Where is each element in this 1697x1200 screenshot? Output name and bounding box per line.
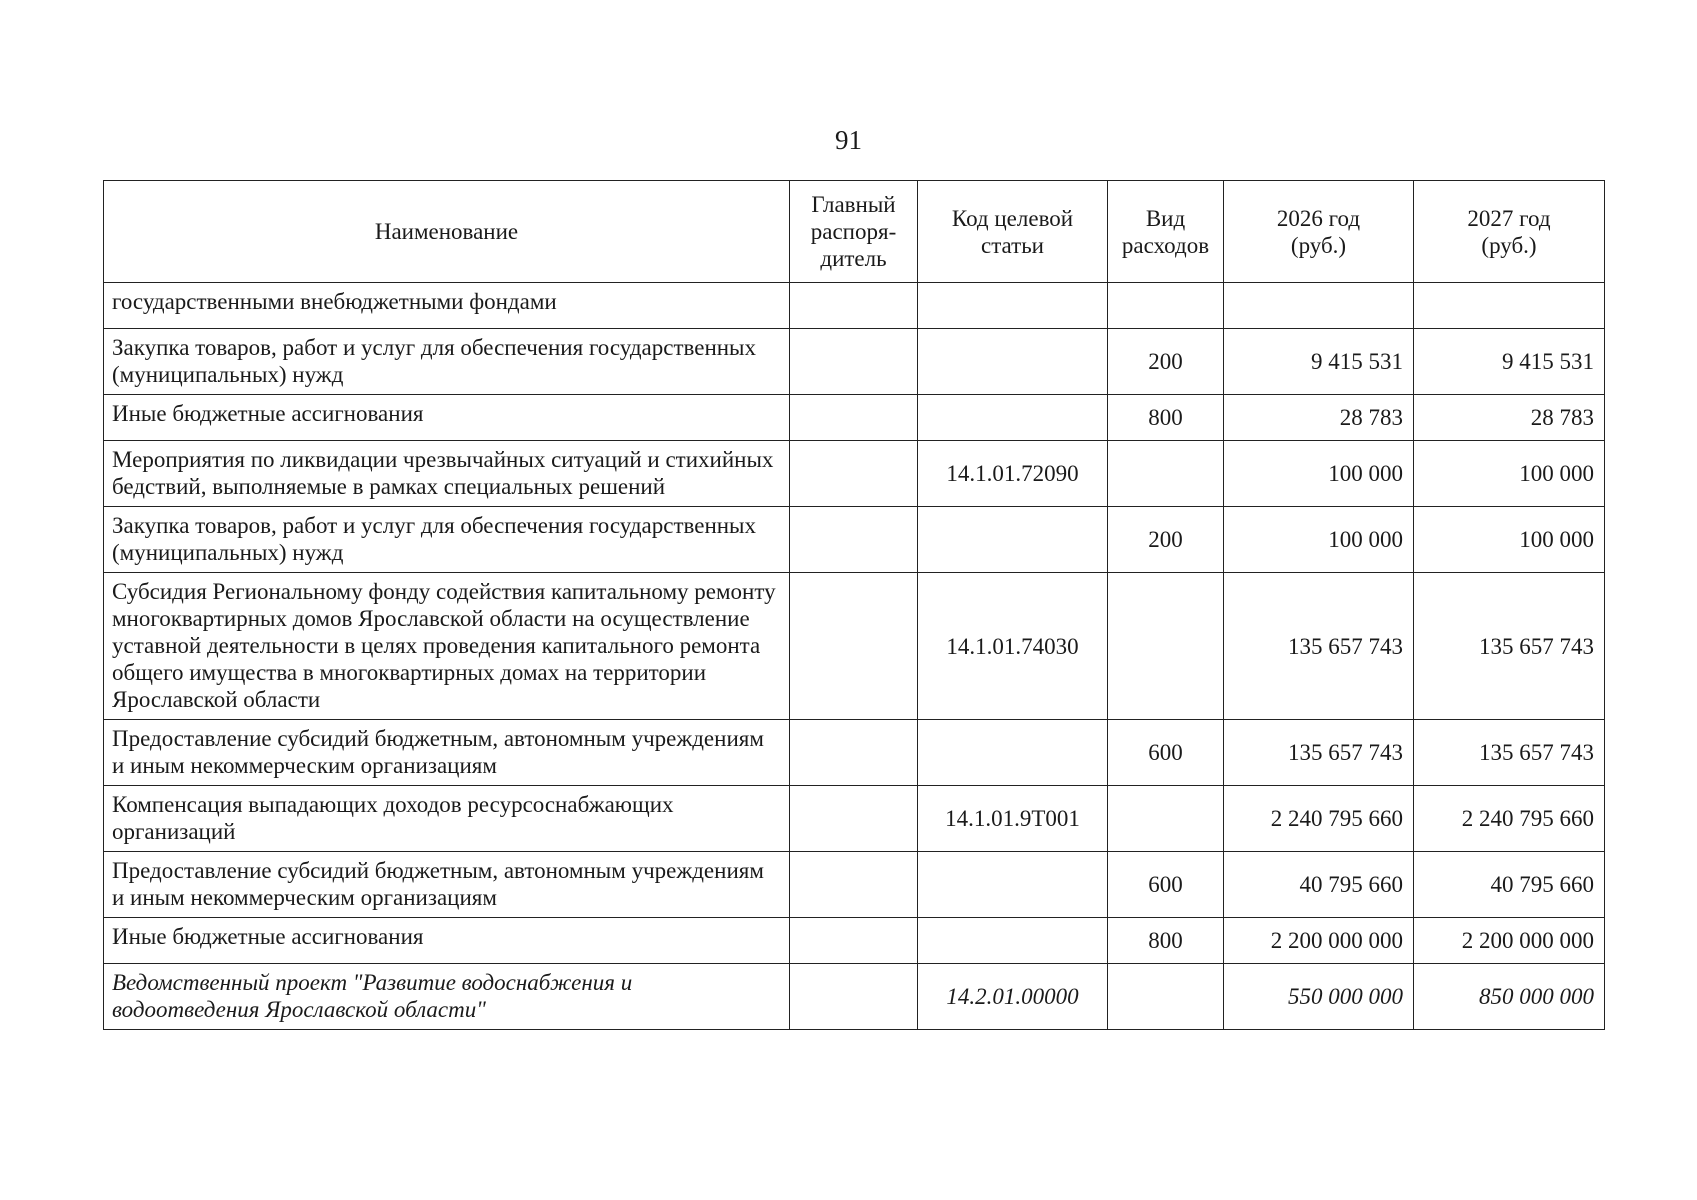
- cell-admin: [790, 283, 918, 329]
- page-number: 91: [835, 125, 862, 155]
- cell-admin: [790, 507, 918, 573]
- table-row: [104, 507, 1605, 573]
- cell-code: [918, 720, 1108, 786]
- table-row: [104, 852, 1605, 918]
- cell-expense-type: [1108, 283, 1224, 329]
- cell-2026: 100 000: [1224, 441, 1414, 507]
- cell-expense-type: 600: [1108, 720, 1224, 786]
- cell-code: [918, 283, 1108, 329]
- cell-2026: 28 783: [1224, 395, 1414, 441]
- cell-admin: [790, 852, 918, 918]
- table-row: [104, 395, 1605, 441]
- header-2027: 2027 год (руб.): [1414, 181, 1605, 283]
- cell-2026: 9 415 531: [1224, 329, 1414, 395]
- cell-2026: 135 657 743: [1224, 573, 1414, 720]
- cell-expense-type: [1108, 573, 1224, 720]
- cell-code: [918, 507, 1108, 573]
- cell-2027: 100 000: [1414, 507, 1605, 573]
- header-expense-type: Вид расходов: [1108, 181, 1224, 283]
- cell-name: Предоставление субсидий бюджетным, автономным учреждениям и иным некоммерческим организациям: [104, 720, 790, 786]
- cell-name: Компенсация выпадающих доходов ресурсоснабжающих организаций: [104, 786, 790, 852]
- budget-table: [103, 180, 1605, 1030]
- cell-name: Закупка товаров, работ и услуг для обеспечения государственных (муниципальных) нужд: [104, 329, 790, 395]
- cell-expense-type: 200: [1108, 507, 1224, 573]
- header-name: Наименование: [104, 181, 790, 283]
- cell-admin: [790, 720, 918, 786]
- cell-name: Иные бюджетные ассигнования: [104, 395, 790, 441]
- cell-expense-type: 600: [1108, 852, 1224, 918]
- cell-2026: 2 200 000 000: [1224, 918, 1414, 964]
- table-row: [104, 573, 1605, 720]
- cell-code: [918, 852, 1108, 918]
- cell-2026: 135 657 743: [1224, 720, 1414, 786]
- cell-2027: 135 657 743: [1414, 720, 1605, 786]
- cell-code: [918, 395, 1108, 441]
- cell-2027: 2 200 000 000: [1414, 918, 1605, 964]
- header-code: Код целевой статьи: [918, 181, 1108, 283]
- cell-2027: [1414, 283, 1605, 329]
- table-row: [104, 329, 1605, 395]
- cell-expense-type: [1108, 786, 1224, 852]
- cell-name: Мероприятия по ликвидации чрезвычайных ситуаций и стихийных бедствий, выполняемые в рамках специальных решений: [104, 441, 790, 507]
- cell-admin: [790, 573, 918, 720]
- table-row: [104, 283, 1605, 329]
- cell-2026: 2 240 795 660: [1224, 786, 1414, 852]
- cell-admin: [790, 964, 918, 1030]
- cell-expense-type: 800: [1108, 918, 1224, 964]
- cell-2027: 9 415 531: [1414, 329, 1605, 395]
- cell-name: Субсидия Региональному фонду содействия капитальному ремонту многоквартирных домов Ярославской области на осуществление уставной деятельности в целях проведения капитального ремонта общего имущества в многоквартирных домах на территории Ярославской области: [104, 573, 790, 720]
- cell-name: Ведомственный проект "Развитие водоснабжения и водоотведения Ярославской области": [104, 964, 790, 1030]
- cell-code: [918, 918, 1108, 964]
- cell-expense-type: [1108, 441, 1224, 507]
- table-row: [104, 786, 1605, 852]
- cell-expense-type: 800: [1108, 395, 1224, 441]
- cell-expense-type: 200: [1108, 329, 1224, 395]
- cell-admin: [790, 329, 918, 395]
- cell-code: 14.1.01.72090: [918, 441, 1108, 507]
- cell-2027: 40 795 660: [1414, 852, 1605, 918]
- cell-code: 14.2.01.00000: [918, 964, 1108, 1030]
- cell-name: Закупка товаров, работ и услуг для обеспечения государственных (муниципальных) нужд: [104, 507, 790, 573]
- table-row: [104, 441, 1605, 507]
- cell-code: [918, 329, 1108, 395]
- cell-name: Иные бюджетные ассигнования: [104, 918, 790, 964]
- header-2026: 2026 год (руб.): [1224, 181, 1414, 283]
- cell-admin: [790, 395, 918, 441]
- cell-expense-type: [1108, 964, 1224, 1030]
- cell-2027: 135 657 743: [1414, 573, 1605, 720]
- header-admin: Главный распоря- дитель: [790, 181, 918, 283]
- cell-name: государственными внебюджетными фондами: [104, 283, 790, 329]
- cell-2026: 550 000 000: [1224, 964, 1414, 1030]
- cell-admin: [790, 918, 918, 964]
- cell-2026: [1224, 283, 1414, 329]
- cell-admin: [790, 441, 918, 507]
- table-row: [104, 720, 1605, 786]
- cell-2027: 100 000: [1414, 441, 1605, 507]
- cell-code: 14.1.01.74030: [918, 573, 1108, 720]
- table-row: [104, 918, 1605, 964]
- cell-2027: 2 240 795 660: [1414, 786, 1605, 852]
- cell-name: Предоставление субсидий бюджетным, автономным учреждениям и иным некоммерческим организациям: [104, 852, 790, 918]
- table-header-row: [104, 181, 1605, 283]
- cell-admin: [790, 786, 918, 852]
- cell-2027: 28 783: [1414, 395, 1605, 441]
- cell-2027: 850 000 000: [1414, 964, 1605, 1030]
- cell-code: 14.1.01.9Т001: [918, 786, 1108, 852]
- cell-2026: 100 000: [1224, 507, 1414, 573]
- table-row: [104, 964, 1605, 1030]
- cell-2026: 40 795 660: [1224, 852, 1414, 918]
